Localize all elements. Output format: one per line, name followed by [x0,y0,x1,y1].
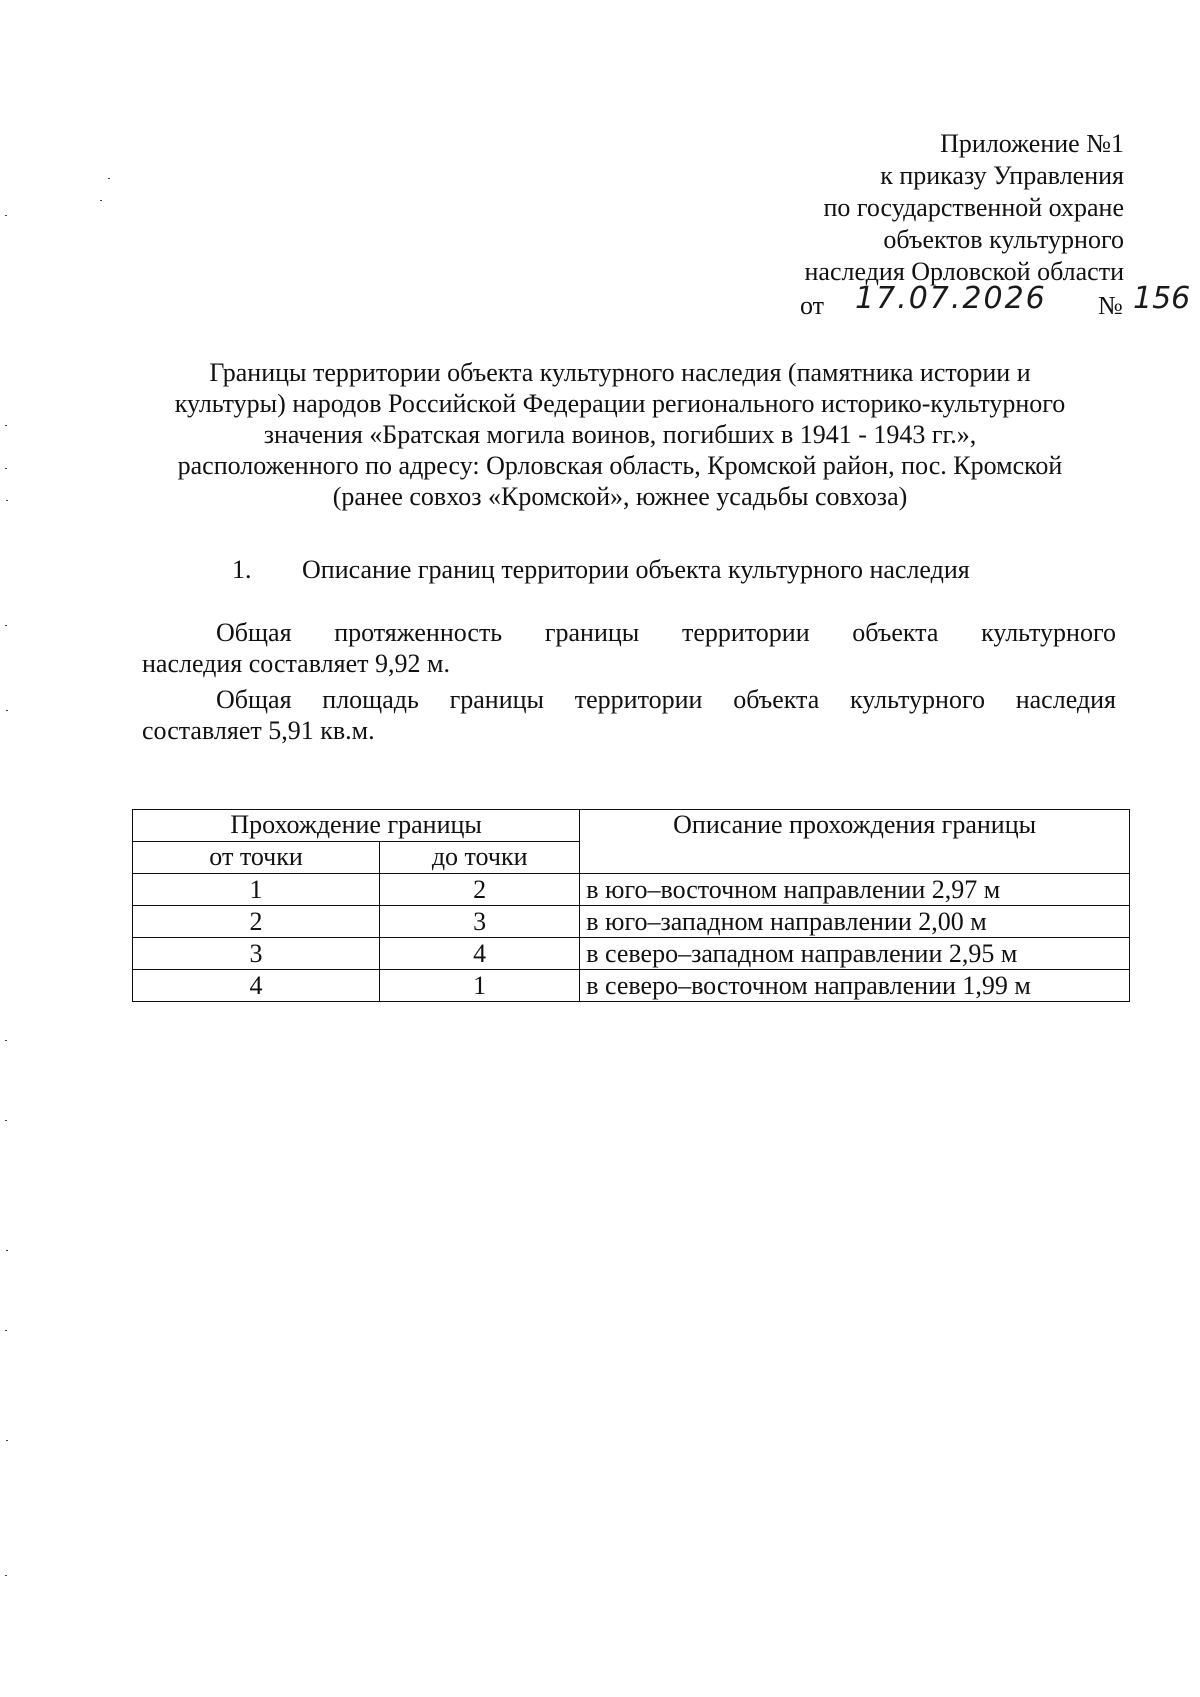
cell-from: 4 [133,970,380,1002]
section-heading [232,555,970,585]
header-description: Описание прохождения границы [580,810,1130,874]
appendix-line: наследия Орловской области [804,257,1124,286]
title-line: культуры) народов Российской Федерации регионального историко-культурного [174,389,1066,418]
appendix-line: по государственной охране [823,193,1124,222]
section-title: Описание границ территории объекта культурного наследия [302,555,970,584]
boundary-table [132,809,1130,1002]
table-row [133,938,1130,970]
cell-from: 1 [133,874,380,906]
table-row [133,970,1130,1002]
handwritten-number: 156 [1133,281,1191,316]
cell-to: 2 [380,874,580,906]
header-from-point: от точки [133,842,380,874]
appendix-line: к приказу Управления [880,161,1124,190]
document-title [130,357,1110,512]
paragraph-line: Общая площадь границы территории объекта культурного наследия [216,685,1116,714]
appendix-line: Приложение №1 [940,129,1124,158]
table-header-row [133,810,1130,842]
header-to-point: до точки [380,842,580,874]
title-line: (ранее совхоз «Кромской», южнее усадьбы совхоза) [332,482,908,511]
header-boundary-passage: Прохождение границы [133,810,580,842]
cell-to: 3 [380,906,580,938]
handwritten-date: 17.07.2026 [855,281,1047,316]
cell-description: в северо–западном направлении 2,95 м [580,938,1130,970]
table-row [133,906,1130,938]
appendix-header [805,128,1124,288]
title-line: расположенного по адресу: Орловская область, Кромской район, пос. Кромской [177,451,1063,480]
paragraph-line: составляет 5,91 кв.м. [142,716,375,745]
table-row [133,874,1130,906]
appendix-line: объектов культурного [883,225,1124,254]
title-line: Границы территории объекта культурного наследия (памятника истории и [209,358,1031,387]
order-date-number [800,281,1191,325]
number-prefix: № [1098,291,1123,320]
cell-from: 3 [133,938,380,970]
cell-from: 2 [133,906,380,938]
title-line: значения «Братская могила воинов, погибших в 1941 - 1943 гг.», [263,420,977,449]
date-prefix: от [800,291,825,320]
paragraph-line: Общая протяженность границы территории объекта культурного [216,618,1116,647]
length-paragraph [142,617,1116,679]
cell-to: 4 [380,938,580,970]
cell-description: в юго–восточном направлении 2,97 м [580,874,1130,906]
paragraph-line: наследия составляет 9,92 м. [142,649,450,678]
section-number: 1. [232,555,252,584]
cell-to: 1 [380,970,580,1002]
area-paragraph [142,684,1116,746]
cell-description: в северо–восточном направлении 1,99 м [580,970,1130,1002]
cell-description: в юго–западном направлении 2,00 м [580,906,1130,938]
